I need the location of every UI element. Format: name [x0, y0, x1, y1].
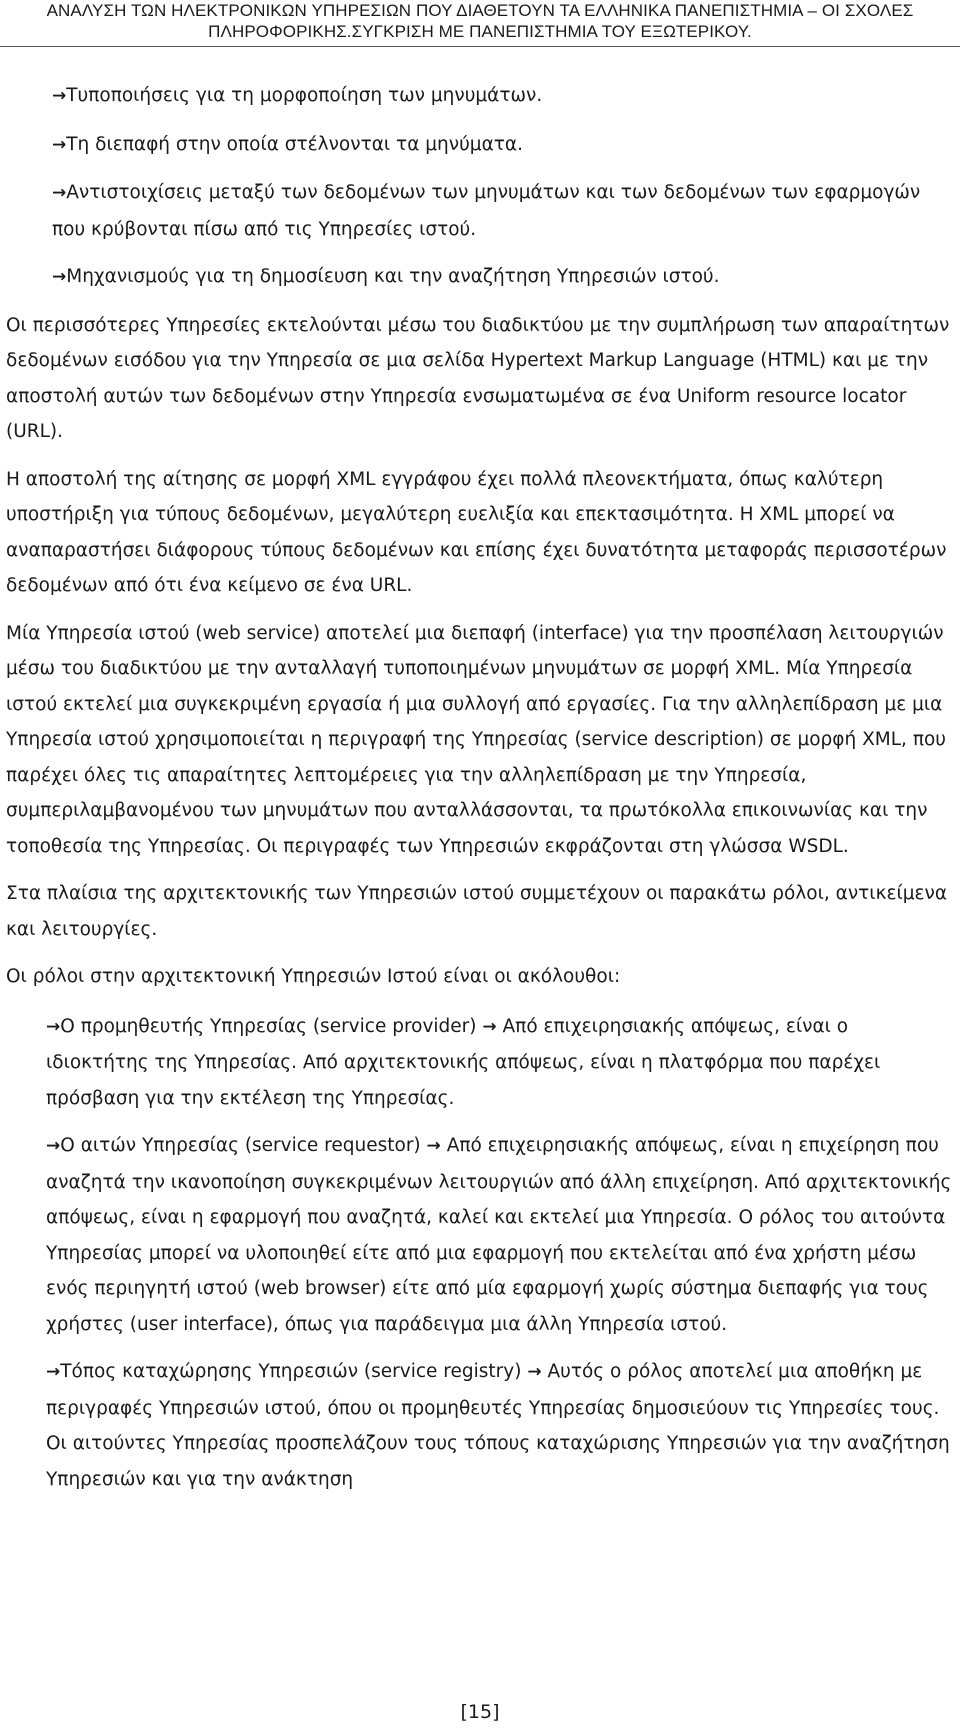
- bullet-text: Τη διεπαφή στην οποία στέλνονται τα μηνύματα.: [66, 133, 523, 155]
- arrow-icon: →: [426, 1136, 441, 1156]
- paragraph: Οι περισσότερες Υπηρεσίες εκτελούνται μέσω του διαδικτύου με την συμπλήρωση των απαραίτητων δεδομένων εισόδου για την Υπηρεσία σε μια σελίδα Hypertext Markup Language (HTML) και με την αποστολή αυτών των δεδομένων στην Υπηρεσία ενσωματωμένα σε ένα Uniform resource locator (URL).: [6, 314, 950, 442]
- bullet-text: Τυποποιήσεις για τη μορφοποίηση των μηνυμάτων.: [66, 85, 543, 106]
- bullet-item: [6, 78, 952, 115]
- role-item: [6, 1128, 952, 1342]
- arrow-icon: →: [52, 267, 67, 287]
- arrow-icon: →: [46, 1362, 61, 1382]
- bullet-item: [6, 127, 952, 164]
- header-line-1: ΑΝΑΛΥΣΗ ΤΩΝ ΗΛΕΚΤΡΟΝΙΚΩΝ ΥΠΗΡΕΣΙΩΝ ΠΟΥ ΔΙΑΘΕΤΟΥΝ ΤΑ ΕΛΛΗΝΙΚΑ ΠΑΝΕΠΙΣΤΗΜΙΑ – ΟΙ ΣΧΟΛΕΣ: [46, 1, 914, 20]
- arrow-icon: →: [52, 86, 67, 106]
- role-name: Ο αιτών Υπηρεσίας (service requestor): [60, 1135, 421, 1156]
- arrow-icon: →: [46, 1016, 61, 1037]
- header-divider: [0, 46, 960, 47]
- bullet-item: [6, 259, 952, 296]
- role-item: [6, 1009, 952, 1117]
- bullet-text: Μηχανισμούς για τη δημοσίευση και την αναζήτηση Υπηρεσιών ιστού.: [66, 266, 720, 287]
- arrow-icon: →: [46, 1136, 61, 1156]
- paragraph: Η αποστολή της αίτησης σε μορφή XML εγγράφου έχει πολλά πλεονεκτήματα, όπως καλύτερη υποστήριξη για τύπους δεδομένων, μεγαλύτερη ευελιξία και επεκτασιμότητα. Η XML μπορεί να αναπαραστήσει διάφορους τύπους δεδομένων και επίσης έχει δυνατότητα μεταφοράς περισσοτέρων δεδομένων από ότι ένα κείμενο σε ένα URL.: [6, 468, 947, 596]
- paragraph: Μία Υπηρεσία ιστού (web service) αποτελεί μια διεπαφή (interface) για την προσπέλαση λειτουργιών μέσω του διαδικτύου με την ανταλλαγή τυποποιημένων μηνυμάτων σε μορφή XML. Μία Υπηρεσία ιστού εκτελεί μια συγκεκριμένη εργασία ή μια συλλογή από εργασίες. Για την αλληλεπίδραση με μια Υπηρεσία ιστού χρησιμοποιείται η περιγραφή της Υπηρεσίας (service description) σε μορφή XML, που παρέχει όλες τις απαραίτητες λεπτομέρειες για την αλληλεπίδραση με την Υπηρεσία, συμπεριλαμβανομένου των μηνυμάτων που ανταλλάσσονται, τα πρωτόκολλα επικοινωνίας και την τοποθεσία της Υπηρεσίας. Οι περιγραφές των Υπηρεσιών εκφράζονται στη γλώσσα WSDL.: [6, 622, 946, 857]
- role-description: Αυτός ο ρόλος αποτελεί μια αποθήκη με περιγραφές Υπηρεσιών ιστού, όπου οι προμηθευτές Υπηρεσίας δημοσιεύουν τις Υπηρεσίες τους. Οι αιτούντες Υπηρεσίας προσπελάζουν τους τόπους καταχώρισης Υπηρεσιών για την αναζήτηση Υπηρεσιών και για την ανάκτηση: [46, 1361, 950, 1490]
- role-item: [6, 1354, 952, 1497]
- bullet-text: Αντιστοιχίσεις μεταξύ των δεδομένων των μηνυμάτων και των δεδομένων των εφαρμογών που κρύβονται πίσω από τις Υπηρεσίες ιστού.: [52, 182, 921, 240]
- role-description: Από επιχειρησιακής απόψεως, είναι ο ιδιοκτήτης της Υπηρεσίας. Από αρχιτεκτονικής απόψεως, είναι η πλατφόρμα που παρέχει πρόσβαση για την εκτέλεση της Υπηρεσίας.: [46, 1015, 881, 1109]
- role-name: Ο προμηθευτής Υπηρεσίας (service provider): [60, 1015, 477, 1037]
- paragraph: Οι ρόλοι στην αρχιτεκτονική Υπηρεσιών Ιστού είναι οι ακόλουθοι:: [6, 966, 621, 987]
- header-line-2: ΠΛΗΡΟΦΟΡΙΚΗΣ.ΣΥΓΚΡΙΣΗ ΜΕ ΠΑΝΕΠΙΣΤΗΜΙΑ ΤΟΥ ΕΞΩΤΕΡΙΚΟΥ.: [208, 22, 752, 41]
- role-description: Από επιχειρησιακής απόψεως, είναι η επιχείρηση που αναζητά την ικανοποίηση συγκεκριμένων λειτουργιών από άλλη επιχείρηση. Από αρχιτεκτονικής απόψεως, είναι η εφαρμογή που αναζητά, καλεί και εκτελεί μια Υπηρεσία. Ο ρόλος του αιτούντα Υπηρεσίας μπορεί να υλοποιηθεί είτε από μια εφαρμογή που εκτελείται από ένα χρήστη μέσω ενός περιηγητή ιστού (web browser) είτε από μία εφαρμογή χωρίς σύστημα διεπαφής για τους χρήστες (user interface), όπως για παράδειγμα μια άλλη Υπηρεσία ιστού.: [46, 1135, 952, 1335]
- bullet-item: [6, 175, 952, 247]
- running-header: [0, 0, 960, 42]
- arrow-icon: →: [52, 134, 67, 155]
- page-number: [15]: [460, 1701, 500, 1723]
- arrow-icon: →: [52, 183, 67, 203]
- role-name: Τόπος καταχώρησης Υπηρεσιών (service registry): [60, 1361, 522, 1382]
- arrow-icon: →: [482, 1016, 497, 1037]
- arrow-icon: →: [527, 1362, 542, 1382]
- paragraph: Στα πλαίσια της αρχιτεκτονικής των Υπηρεσιών ιστού συμμετέχουν οι παρακάτω ρόλοι, αντικείμενα και λειτουργίες.: [6, 883, 948, 940]
- body-text: [6, 78, 952, 1509]
